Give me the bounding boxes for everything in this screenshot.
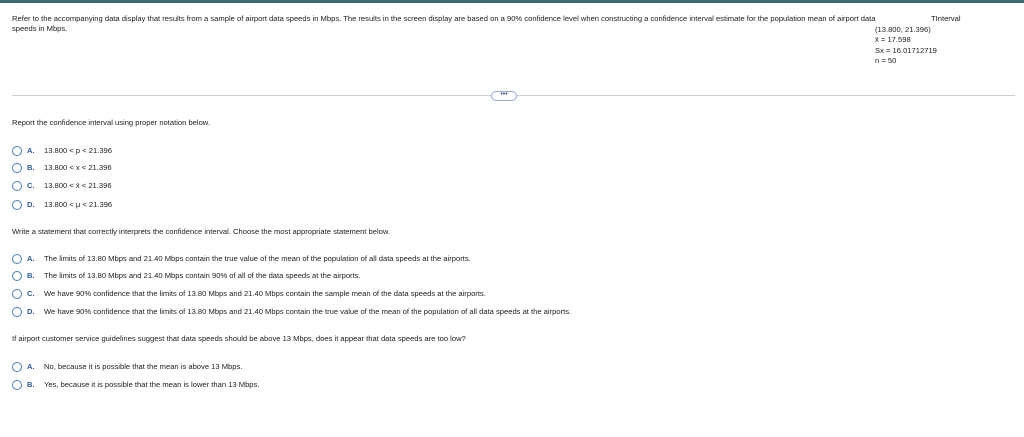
tinterval-n: n = 50 <box>875 56 897 65</box>
top-accent-bar <box>0 0 1024 3</box>
tinterval-title: TInterval <box>931 14 961 23</box>
tinterval-interval: (13.800, 21.396) <box>875 24 931 34</box>
option-text: We have 90% confidence that the limits of 13.80 Mbps and 21.40 Mbps contain the sample mean of the data speeds at the airports. <box>44 289 486 298</box>
tinterval-sx: Sx = 16.01712719 <box>875 45 937 55</box>
q3-prompt: If airport customer service guidelines suggest that data speeds should be above 13 Mbps, does it appear that data speeds are too low? <box>12 334 466 343</box>
question-intro: Refer to the accompanying data display that results from a sample of airport data speeds in Mbps. The results in the screen display are based on a 90% confidence level when constructing a confidence interval estimate for the population mean of airport data speeds in Mbps. <box>12 14 876 33</box>
radio-button[interactable] <box>12 271 22 281</box>
radio-button[interactable] <box>12 163 22 173</box>
q1-prompt: Report the confidence interval using proper notation below. <box>12 118 210 127</box>
option-letter: A. <box>27 362 35 371</box>
option-text: No, because it is possible that the mean is above 13 Mbps. <box>44 362 243 371</box>
radio-button[interactable] <box>12 380 22 390</box>
radio-button[interactable] <box>12 254 22 264</box>
option-letter: B. <box>27 271 35 280</box>
option-text: We have 90% confidence that the limits of 13.80 Mbps and 21.40 Mbps contain the true value of the mean of the population of all data speeds at the airports. <box>44 307 572 316</box>
radio-button[interactable] <box>12 362 22 372</box>
option-text: 13.800 < x < 21.396 <box>44 163 112 172</box>
option-text: The limits of 13.80 Mbps and 21.40 Mbps contain the true value of the mean of the population of all data speeds at the airports. <box>44 254 471 263</box>
option-letter: D. <box>27 307 35 316</box>
option-letter: B. <box>27 380 35 389</box>
option-letter: C. <box>27 289 35 298</box>
option-text: The limits of 13.80 Mbps and 21.40 Mbps contain 90% of all of the data speeds at the airports. <box>44 271 361 280</box>
radio-button[interactable] <box>12 200 22 210</box>
tinterval-xbar: x̄ = 17.598 <box>875 35 911 44</box>
option-text: 13.800 < p < 21.396 <box>44 146 112 155</box>
expand-more-button[interactable]: ••• <box>491 91 517 101</box>
option-text: 13.800 < x̄ < 21.396 <box>44 181 112 190</box>
radio-button[interactable] <box>12 146 22 156</box>
option-letter: C. <box>27 181 35 190</box>
radio-button[interactable] <box>12 181 22 191</box>
option-letter: B. <box>27 163 35 172</box>
q2-prompt: Write a statement that correctly interprets the confidence interval. Choose the most appropriate statement below. <box>12 227 391 236</box>
option-letter: D. <box>27 200 35 209</box>
option-text: Yes, because it is possible that the mean is lower than 13 Mbps. <box>44 380 260 389</box>
tinterval-display <box>875 14 1015 67</box>
option-letter: A. <box>27 254 35 263</box>
option-text: 13.800 < μ < 21.396 <box>44 200 113 209</box>
option-letter: A. <box>27 146 35 155</box>
radio-button[interactable] <box>12 289 22 299</box>
radio-button[interactable] <box>12 307 22 317</box>
